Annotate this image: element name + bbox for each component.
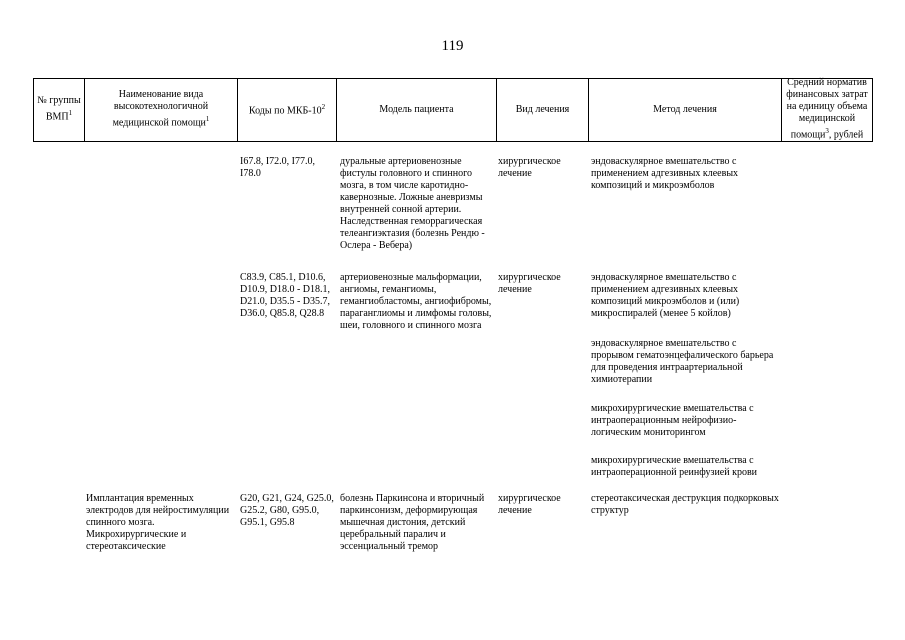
header-patient-model: Модель пациента (379, 103, 454, 115)
row-3-treatment-type: хирургическое лечение (498, 493, 561, 516)
row-1-treatment-type: хирургическое лечение (498, 156, 561, 179)
row-3-care-name: Имплантация временных электродов для нейростимуляции спинного мозга. Микрохирургические и стереотаксические (86, 493, 230, 552)
row-2-codes: C83.9, C85.1, D10.6, D10.9, D18.0 - D18.1, D21.0, D35.5 - D35.7, D36.0, Q85.8, Q28.8 (240, 272, 330, 319)
header-icd-codes: Коды по МКБ-$10^2$ (248, 103, 326, 117)
row-3-method-1: стереотаксическая деструкция подкорковых структур (591, 493, 779, 516)
header-care-name: Наименование вида высокотехнологичной медицинской помощи$^1$ (112, 89, 210, 129)
row-3-codes: G20, G21, G24, G25.0, G25.2, G80, G95.0, G95.1, G95.8 (240, 493, 334, 528)
page-number: 119 (441, 38, 464, 54)
row-2-method-4: микрохирургические вмешательства с интраоперационной реинфузией крови (591, 455, 758, 478)
row-2-patient-model: артериовенозные мальформации, ангиомы, гемангиомы, гемангиобластомы, ангиофибромы, параганглиомы и лимфомы головы, шеи, головного и спинного мозга (340, 272, 492, 331)
header-avg-cost: Средний норматив финансовых затрат на единицу объема медицинской помощи$^3$, рублей (786, 77, 868, 141)
header-treatment-method: Метод лечения (653, 103, 717, 115)
row-1-codes: I67.8, I72.0, I77.0, I78.0 (240, 156, 315, 179)
header-bottom-rule (33, 141, 873, 142)
row-1-method-1: эндоваскулярное вмешательство с применением адгезивных клеевых композиций и микроэмболов (591, 156, 739, 191)
header-group-no: № группы ВМП$^1$ (37, 95, 81, 123)
row-1-patient-model: дуральные артериовенозные фистулы головного и спинного мозга, в том числе каротидно-кавернозные. Ложные аневризмы внутренней сонной артерии. Наследственная геморрагическая телеангиэктазия (болезнь Рендю - Ослера - Вебера) (340, 156, 485, 251)
row-2-method-3: микрохирургические вмешательства с интраоперационным нейрофизио-логическим мониторингом (591, 403, 754, 438)
row-2-method-1: эндоваскулярное вмешательство с применением адгезивных клеевых композиций микроэмболов и (или) микроспиралей (менее 5 койлов) (591, 272, 740, 319)
row-2-method-2: эндоваскулярное вмешательство с прорывом гематоэнцефалического барьера для проведения интраартериальной химиотерапии (591, 338, 774, 385)
header-separator (872, 78, 873, 141)
row-3-patient-model: болезнь Паркинсона и вторичный паркинсонизм, деформирующая мышечная дистония, детский церебральный паралич и эссенциальный тремор (340, 493, 485, 552)
row-2-treatment-type: хирургическое лечение (498, 272, 561, 295)
header-treatment-type: Вид лечения (515, 103, 570, 115)
